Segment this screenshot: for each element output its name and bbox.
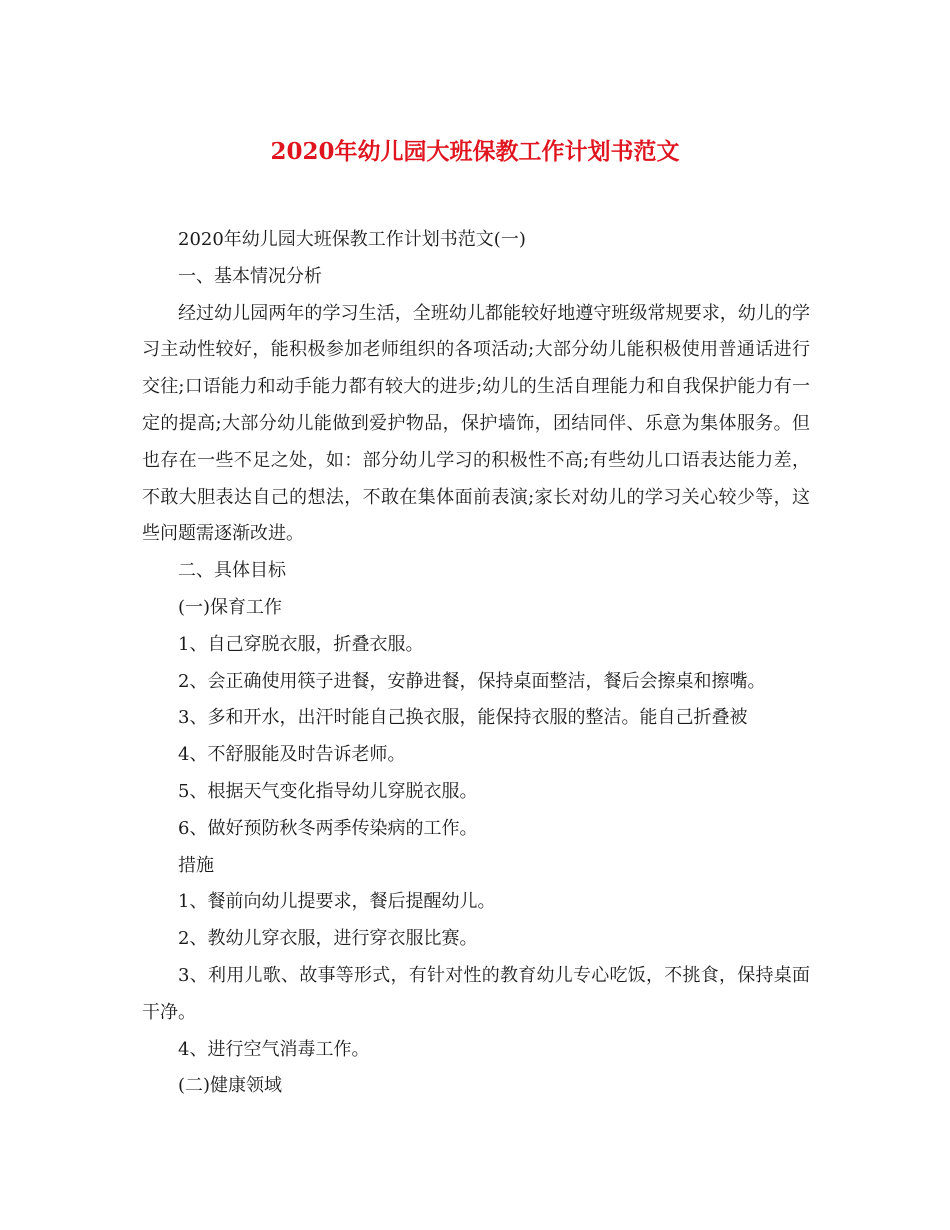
- document-subtitle: 2020年幼儿园大班保教工作计划书范文(一): [178, 229, 526, 250]
- list-item: 6、做好预防秋冬两季传染病的工作。: [178, 817, 478, 839]
- measures-heading: 措施: [178, 854, 214, 876]
- list-item: 1、餐前向幼儿提要求，餐后提醒幼儿。: [178, 891, 496, 913]
- document-body: [142, 222, 810, 1105]
- document-title: 2020年幼儿园大班保教工作计划书范文: [270, 138, 680, 165]
- list-item: 3、多和开水，出汗时能自己换衣服，能保持衣服的整洁。能自己折叠被: [178, 707, 748, 729]
- list-item: 5、根据天气变化指导幼儿穿脱衣服。: [178, 780, 478, 802]
- list-item: 1、自己穿脱衣服，折叠衣服。: [178, 633, 424, 655]
- section-heading: 二、具体目标: [178, 560, 286, 582]
- analysis-paragraph: 经过幼儿园两年的学习生活，全班幼儿都能较好地遵守班级常规要求，幼儿的学习主动性较好，能积极参加老师组织的各项活动;大部分幼儿能积极使用普通话进行交往;口语能力和动手能力都有较大的进步;幼儿的生活自理能力和自我保护能力有一定的提高;大部分幼儿能做到爱护物品，保护墙饰，团结同伴、乐意为集体服务。但也存在一些不足之处，如：部分幼儿学习的积极性不高;有些幼儿口语表达能力差，不敢大胆表达自己的想法，不敢在集体面前表演;家长对幼儿的学习关心较少等，这些问题需逐渐改进。: [142, 302, 810, 545]
- list-item: 3、利用儿歌、故事等形式，有针对性的教育幼儿专心吃饭，不挑食，保持桌面干净。: [142, 964, 810, 1023]
- list-item: 2、教幼儿穿衣服，进行穿衣服比赛。: [178, 928, 478, 950]
- list-item: 4、进行空气消毒工作。: [178, 1038, 370, 1060]
- subsection-heading: (二)健康领域: [178, 1075, 283, 1097]
- list-item: 4、不舒服能及时告诉老师。: [178, 744, 406, 766]
- subsection-heading: (一)保育工作: [178, 596, 283, 618]
- list-item: 2、会正确使用筷子进餐，安静进餐，保持桌面整洁，餐后会擦桌和擦嘴。: [178, 670, 766, 692]
- section-heading: 一、基本情况分析: [178, 265, 322, 287]
